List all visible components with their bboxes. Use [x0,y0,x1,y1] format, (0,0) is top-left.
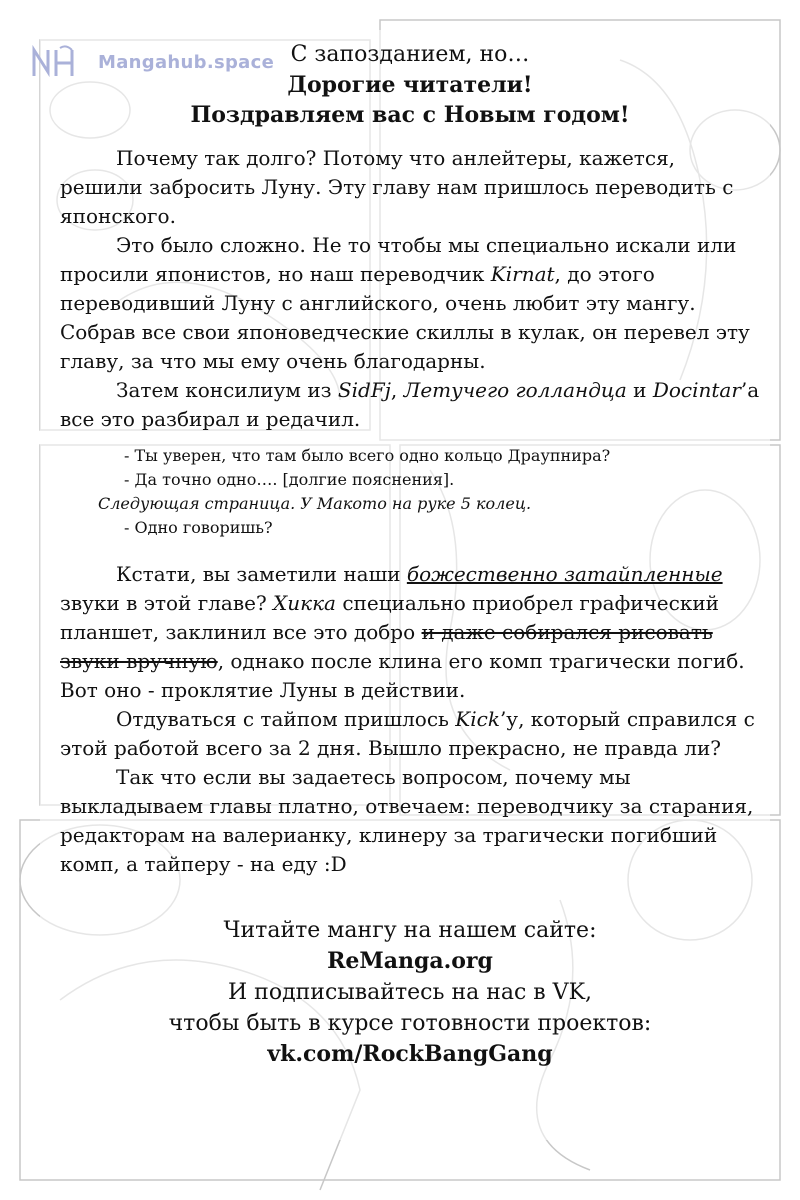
site-link[interactable]: ReManga.org [327,948,493,974]
footer-line-3: И подписывайтесь на нас в VK, [228,980,592,1005]
strikethrough-phrase: и даже собирался рисовать звуки вручную [60,620,713,673]
paragraph-translator: Это было сложно. Не то чтобы мы специально искали или просили японистов, но наш переводчик Kirnat, до этого переводивший Луну с английского, очень любит эту мангу. Собрав все свои японоведческие скиллы в кулак, он перевел эту главу, за что мы ему очень благодарны. [60,233,750,373]
greeting-line-2: Дорогие читатели! [287,72,533,98]
footer [60,915,760,1070]
vk-link[interactable]: vk.com/RockBangGang [267,1041,553,1067]
dialog-line-2: - Да точно одно…. [долгие пояснения]. [124,470,455,489]
editor-dialog [98,444,760,540]
translator-name: Kirnat [490,262,555,286]
typer-name: Kick [455,707,500,731]
greeting [60,40,760,130]
dialog-line-4: - Одно говоришь? [124,518,273,537]
paragraph-editors: Затем консилиум из SidFj, Летучего голландца и Docintar’а все это разбирал и редачил. [60,378,760,431]
watermark-text: Mangahub.space [98,51,275,73]
paragraph-typer: Отдуваться с тайпом пришлось Kick’у, который справился с этой работой всего за 2 дня. Вышло прекрасно, не правда ли? [60,707,755,760]
paragraph-typesetting: Кстати, вы заметили наши божественно затайпленные звуки в этой главе? Хикка специально приобрел графический планшет, заклинил все это добро и даже собирался рисовать звуки вручную, однако после клина его комп трагически погиб. Вот оно - проклятие Луны в действии. [60,562,745,702]
greeting-line-3: Поздравляем вас с Новым годом! [190,102,630,128]
underlined-phrase: божественно затайпленные [406,562,723,586]
editor-name-1: SidFj [337,378,391,402]
footer-line-4: чтобы быть в курсе готовности проектов: [168,1011,652,1036]
greeting-line-1: С запозданием, но… [290,42,530,67]
cleaner-name: Хикка [273,591,336,615]
editor-name-3: Docintar [652,378,741,402]
editor-name-2: Летучего голландца [403,378,627,402]
dialog-line-1: - Ты уверен, что там было всего одно кольцо Драупнира? [124,446,611,465]
dialog-line-3: Следующая страница. У Макото на руке 5 колец. [98,494,532,513]
paragraph-paid: Так что если вы задаетесь вопросом, почему мы выкладываем главы платно, отвечаем: переводчику за старания, редакторам на валерианку, клинеру за трагически погибший комп, а тайперу - на еду :D [60,765,754,876]
translator-note [60,40,760,1070]
paragraph-delay: Почему так долго? Потому что анлейтеры, кажется, решили забросить Луну. Эту главу нам пришлось переводить с японского. [60,146,734,228]
footer-line-1: Читайте мангу на нашем сайте: [223,918,597,943]
